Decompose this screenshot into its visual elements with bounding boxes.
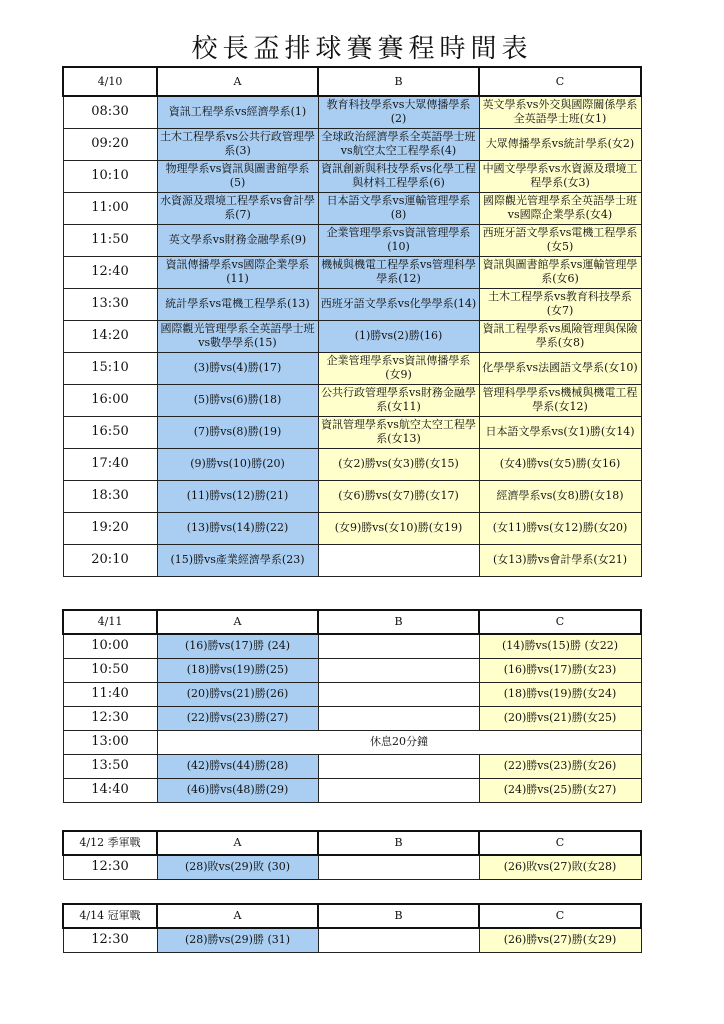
time-cell: 16:00 bbox=[63, 384, 157, 416]
rest-break-cell: 休息20分鐘 bbox=[157, 730, 641, 754]
match-cell-c: (16)勝vs(17)勝(女23) bbox=[479, 658, 641, 682]
time-cell: 18:30 bbox=[63, 480, 157, 512]
match-cell-c: (22)勝vs(23)勝(女26) bbox=[479, 754, 641, 778]
time-cell: 17:40 bbox=[63, 448, 157, 480]
table-row bbox=[63, 160, 641, 192]
header-row bbox=[63, 831, 641, 855]
match-cell-a: (3)勝vs(4)勝(17) bbox=[157, 352, 318, 384]
match-cell-a: (11)勝vs(12)勝(21) bbox=[157, 480, 318, 512]
match-cell-c: 國際觀光管理學系全英語學士班vs國際企業學系(女4) bbox=[479, 192, 641, 224]
match-cell-b: (女9)勝vs(女10)勝(女19) bbox=[318, 512, 479, 544]
time-cell: 14:20 bbox=[63, 320, 157, 352]
table-row bbox=[63, 778, 641, 802]
table-row bbox=[63, 128, 641, 160]
match-cell-b: 公共行政管理學系vs財務金融學系(女11) bbox=[318, 384, 479, 416]
table-row bbox=[63, 288, 641, 320]
match-cell-b bbox=[318, 778, 479, 802]
time-cell: 13:30 bbox=[63, 288, 157, 320]
table-row bbox=[63, 352, 641, 384]
day-label: 4/12 季軍戰 bbox=[63, 831, 157, 855]
match-cell-b bbox=[318, 634, 479, 658]
match-cell-b: 企業管理學系vs資訊傳播學系(女9) bbox=[318, 352, 479, 384]
match-cell-c: 資訊工程學系vs風險管理與保險學系(女8) bbox=[479, 320, 641, 352]
day-label: 4/10 bbox=[63, 67, 157, 96]
time-cell: 12:30 bbox=[63, 928, 157, 952]
table-row bbox=[63, 706, 641, 730]
match-cell-a: 國際觀光管理學系全英語學士班vs數學學系(15) bbox=[157, 320, 318, 352]
schedule-table-third-place bbox=[62, 830, 642, 880]
table-row bbox=[63, 512, 641, 544]
court-b-header: B bbox=[318, 904, 479, 928]
match-cell-a: 資訊工程學系vs經濟學系(1) bbox=[157, 96, 318, 128]
court-c-header: C bbox=[479, 831, 641, 855]
match-cell-c: 中國文學學系vs水資源及環境工程學系(女3) bbox=[479, 160, 641, 192]
match-cell-a: (13)勝vs(14)勝(22) bbox=[157, 512, 318, 544]
time-cell: 11:40 bbox=[63, 682, 157, 706]
court-a-header: A bbox=[157, 610, 318, 634]
time-cell: 09:20 bbox=[63, 128, 157, 160]
match-cell-c: 資訊與圖書館學系vs運輸管理學系(女6) bbox=[479, 256, 641, 288]
match-cell-b bbox=[318, 754, 479, 778]
match-cell-a: 土木工程學系vs公共行政管理學系(3) bbox=[157, 128, 318, 160]
header-row bbox=[63, 67, 641, 96]
match-cell-a: (18)勝vs(19)勝(25) bbox=[157, 658, 318, 682]
match-cell-c: (20)勝vs(21)勝(女25) bbox=[479, 706, 641, 730]
page-title: 校長盃排球賽賽程時間表 bbox=[191, 34, 533, 64]
court-c-header: C bbox=[479, 67, 641, 96]
match-cell-c: (14)勝vs(15)勝 (女22) bbox=[479, 634, 641, 658]
match-cell-b bbox=[318, 544, 479, 576]
time-cell: 13:00 bbox=[63, 730, 157, 754]
time-cell: 15:10 bbox=[63, 352, 157, 384]
match-cell-b bbox=[318, 658, 479, 682]
match-cell-c: (26)勝vs(27)勝(女29) bbox=[479, 928, 641, 952]
match-cell-c: 大眾傳播學系vs統計學系(女2) bbox=[479, 128, 641, 160]
time-cell: 19:20 bbox=[63, 512, 157, 544]
match-cell-a: (42)勝vs(44)勝(28) bbox=[157, 754, 318, 778]
match-cell-c: 化學學系vs法國語文學系(女10) bbox=[479, 352, 641, 384]
match-cell-b: 日本語文學系vs運輸管理學系(8) bbox=[318, 192, 479, 224]
match-cell-a: 水資源及環境工程學系vs會計學系(7) bbox=[157, 192, 318, 224]
time-cell: 08:30 bbox=[63, 96, 157, 128]
match-cell-c: 經濟學系vs(女8)勝(女18) bbox=[479, 480, 641, 512]
match-cell-b: (1)勝vs(2)勝(16) bbox=[318, 320, 479, 352]
court-b-header: B bbox=[318, 610, 479, 634]
match-cell-b: 西班牙語文學系vs化學學系(14) bbox=[318, 288, 479, 320]
table-row bbox=[63, 634, 641, 658]
table-row bbox=[63, 754, 641, 778]
day-label: 4/11 bbox=[63, 610, 157, 634]
match-cell-a: (9)勝vs(10)勝(20) bbox=[157, 448, 318, 480]
table-row bbox=[63, 928, 641, 952]
match-cell-b: 資訊創新與科技學系vs化學工程與材料工程學系(6) bbox=[318, 160, 479, 192]
table-row bbox=[63, 384, 641, 416]
match-cell-c: (女4)勝vs(女5)勝(女16) bbox=[479, 448, 641, 480]
time-cell: 16:50 bbox=[63, 416, 157, 448]
match-cell-a: 英文學系vs財務金融學系(9) bbox=[157, 224, 318, 256]
table-row bbox=[63, 416, 641, 448]
match-cell-b: 機械與機電工程學系vs管理科學學系(12) bbox=[318, 256, 479, 288]
match-cell-c: 英文學系vs外交與國際關係學系全英語學士班(女1) bbox=[479, 96, 641, 128]
rest-row bbox=[63, 730, 641, 754]
table-row bbox=[63, 320, 641, 352]
table-row bbox=[63, 224, 641, 256]
time-cell: 13:50 bbox=[63, 754, 157, 778]
match-cell-b bbox=[318, 855, 479, 879]
court-a-header: A bbox=[157, 904, 318, 928]
match-cell-b: 資訊管理學系vs航空太空工程學系(女13) bbox=[318, 416, 479, 448]
header-row bbox=[63, 904, 641, 928]
table-row bbox=[63, 96, 641, 128]
match-cell-b: 全球政治經濟學系全英語學士班vs航空太空工程學系(4) bbox=[318, 128, 479, 160]
match-cell-b bbox=[318, 706, 479, 730]
table-row bbox=[63, 480, 641, 512]
table-row bbox=[63, 658, 641, 682]
table-row bbox=[63, 192, 641, 224]
match-cell-b: (女2)勝vs(女3)勝(女15) bbox=[318, 448, 479, 480]
table-row bbox=[63, 256, 641, 288]
match-cell-a: (5)勝vs(6)勝(18) bbox=[157, 384, 318, 416]
match-cell-c: (女13)勝vs會計學系(女21) bbox=[479, 544, 641, 576]
time-cell: 10:10 bbox=[63, 160, 157, 192]
match-cell-a: 物理學系vs資訊與圖書館學系(5) bbox=[157, 160, 318, 192]
court-c-header: C bbox=[479, 904, 641, 928]
match-cell-c: 管理科學學系vs機械與機電工程學系(女12) bbox=[479, 384, 641, 416]
match-cell-c: (18)勝vs(19)勝(女24) bbox=[479, 682, 641, 706]
court-b-header: B bbox=[318, 831, 479, 855]
time-cell: 14:40 bbox=[63, 778, 157, 802]
table-row bbox=[63, 544, 641, 576]
schedule-table-final bbox=[62, 903, 642, 953]
table-row bbox=[63, 682, 641, 706]
match-cell-b: 教育科技學系vs大眾傳播學系(2) bbox=[318, 96, 479, 128]
match-cell-a: (28)敗vs(29)敗 (30) bbox=[157, 855, 318, 879]
match-cell-c: 西班牙語文學系vs電機工程學系(女5) bbox=[479, 224, 641, 256]
header-row bbox=[63, 610, 641, 634]
match-cell-a: (7)勝vs(8)勝(19) bbox=[157, 416, 318, 448]
match-cell-b bbox=[318, 682, 479, 706]
match-cell-a: 資訊傳播學系vs國際企業學系(11) bbox=[157, 256, 318, 288]
match-cell-c: (26)敗vs(27)敗(女28) bbox=[479, 855, 641, 879]
table-row bbox=[63, 855, 641, 879]
court-a-header: A bbox=[157, 67, 318, 96]
court-b-header: B bbox=[318, 67, 479, 96]
match-cell-b: (女6)勝vs(女7)勝(女17) bbox=[318, 480, 479, 512]
match-cell-b bbox=[318, 928, 479, 952]
time-cell: 11:00 bbox=[63, 192, 157, 224]
match-cell-a: (22)勝vs(23)勝(27) bbox=[157, 706, 318, 730]
match-cell-a: (28)勝vs(29)勝 (31) bbox=[157, 928, 318, 952]
match-cell-a: (16)勝vs(17)勝 (24) bbox=[157, 634, 318, 658]
match-cell-a: 統計學系vs電機工程學系(13) bbox=[157, 288, 318, 320]
time-cell: 11:50 bbox=[63, 224, 157, 256]
match-cell-c: 日本語文學系vs(女1)勝(女14) bbox=[479, 416, 641, 448]
court-a-header: A bbox=[157, 831, 318, 855]
schedule-table-day1 bbox=[62, 66, 642, 577]
time-cell: 10:00 bbox=[63, 634, 157, 658]
match-cell-c: (女11)勝vs(女12)勝(女20) bbox=[479, 512, 641, 544]
day-label: 4/14 冠軍戰 bbox=[63, 904, 157, 928]
match-cell-b: 企業管理學系vs資訊管理學系(10) bbox=[318, 224, 479, 256]
match-cell-a: (15)勝vs產業經濟學系(23) bbox=[157, 544, 318, 576]
match-cell-a: (46)勝vs(48)勝(29) bbox=[157, 778, 318, 802]
time-cell: 12:30 bbox=[63, 706, 157, 730]
time-cell: 12:40 bbox=[63, 256, 157, 288]
time-cell: 20:10 bbox=[63, 544, 157, 576]
schedule-table-day2 bbox=[62, 609, 642, 803]
time-cell: 10:50 bbox=[63, 658, 157, 682]
court-c-header: C bbox=[479, 610, 641, 634]
time-cell: 12:30 bbox=[63, 855, 157, 879]
match-cell-c: (24)勝vs(25)勝(女27) bbox=[479, 778, 641, 802]
table-row bbox=[63, 448, 641, 480]
match-cell-c: 土木工程學系vs教育科技學系(女7) bbox=[479, 288, 641, 320]
match-cell-a: (20)勝vs(21)勝(26) bbox=[157, 682, 318, 706]
